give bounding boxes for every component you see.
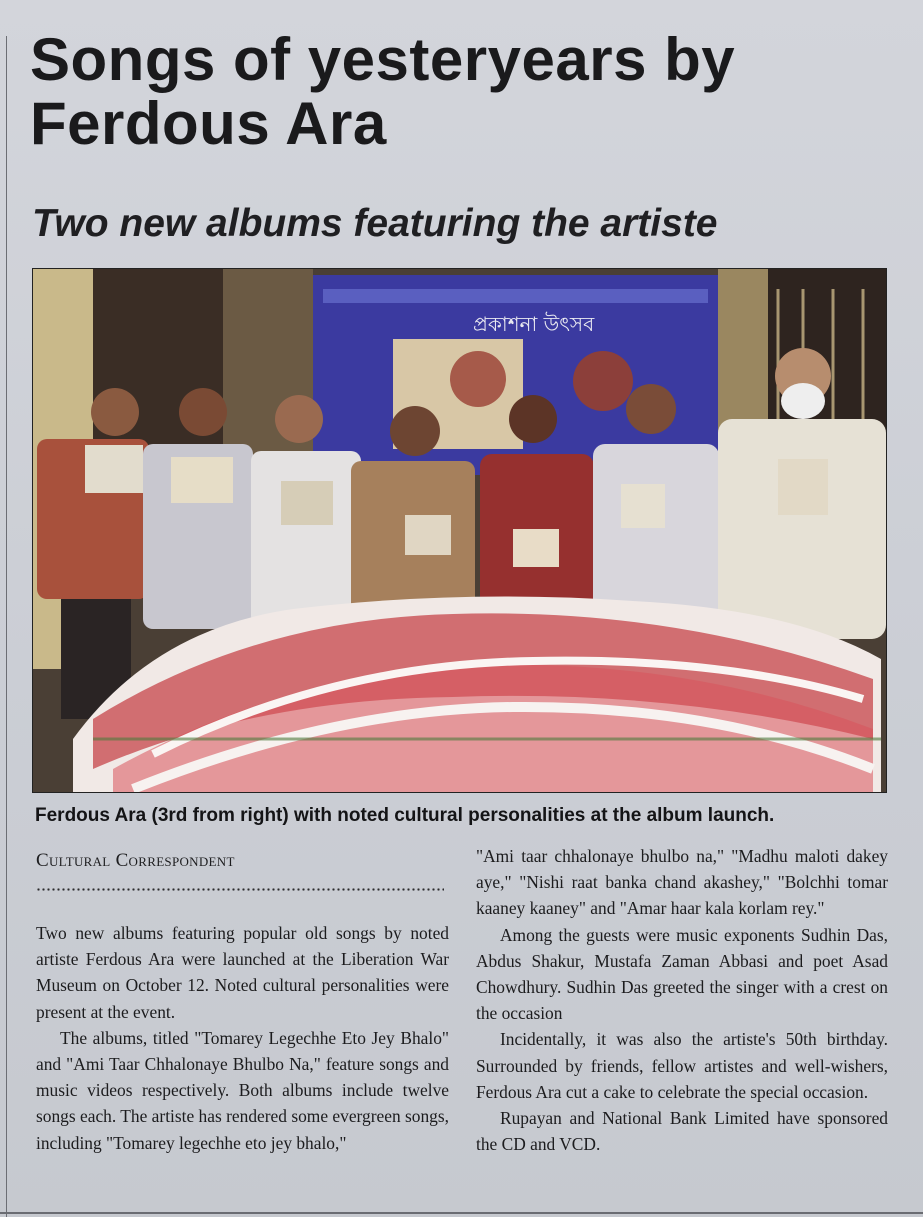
article-column-2 (476, 843, 888, 1157)
paragraph: Incidentally, it was also the artiste's 50th birthday. Surrounded by friends, fellow artistes and well-wishers, Ferdous Ara cut a cake to celebrate the special occasion. (476, 1029, 888, 1102)
banner-text: প্রকাশনা উৎসব (473, 312, 595, 336)
paragraph: The albums, titled "Tomarey Legechhe Eto Jey Bhalo" and "Ami Taar Chhalonaye Bhulbo Na," feature songs and music videos respectively. Both albums include twelve songs each. The artiste has rendered some evergreen songs, including "Tomarey legechhe eto jey bhalo," (36, 1027, 449, 1153)
paragraph: Among the guests were music exponents Sudhin Das, Abdus Shakur, Mustafa Zaman Abbasi and poet Asad Chowdhury. Sudhin Das greeted the singer with a crest on the occasion (476, 924, 888, 1024)
paragraph: Rupayan and National Bank Limited have sponsored the CD and VCD. (476, 1108, 888, 1155)
photo-illustration (33, 269, 886, 792)
paragraph: "Ami taar chhalonaye bhulbo na," "Madhu maloti dakey aye," "Nishi raat banka chand akashey," "Bolchhi tomar kaaney kaaney" and "Amar haar kala korlam rey." (476, 846, 888, 919)
headline: Songs of yesteryears by Ferdous Ara (30, 26, 736, 157)
photo-caption: Ferdous Ara (3rd from right) with noted cultural personalities at the album launch. (35, 805, 775, 826)
column-rule (6, 36, 7, 1217)
byline: Cultural Correspondent (36, 850, 235, 871)
paragraph: Two new albums featuring popular old songs by noted artiste Ferdous Ara were launched at the Liberation War Museum on October 12. Noted cultural personalities were present at the event. (36, 923, 449, 1022)
subheadline: Two new albums featuring the artiste (32, 202, 718, 245)
article-column-1 (36, 920, 449, 1156)
bottom-rule (0, 1212, 923, 1214)
album-launch-photo (32, 268, 887, 793)
dotted-divider (36, 888, 444, 891)
